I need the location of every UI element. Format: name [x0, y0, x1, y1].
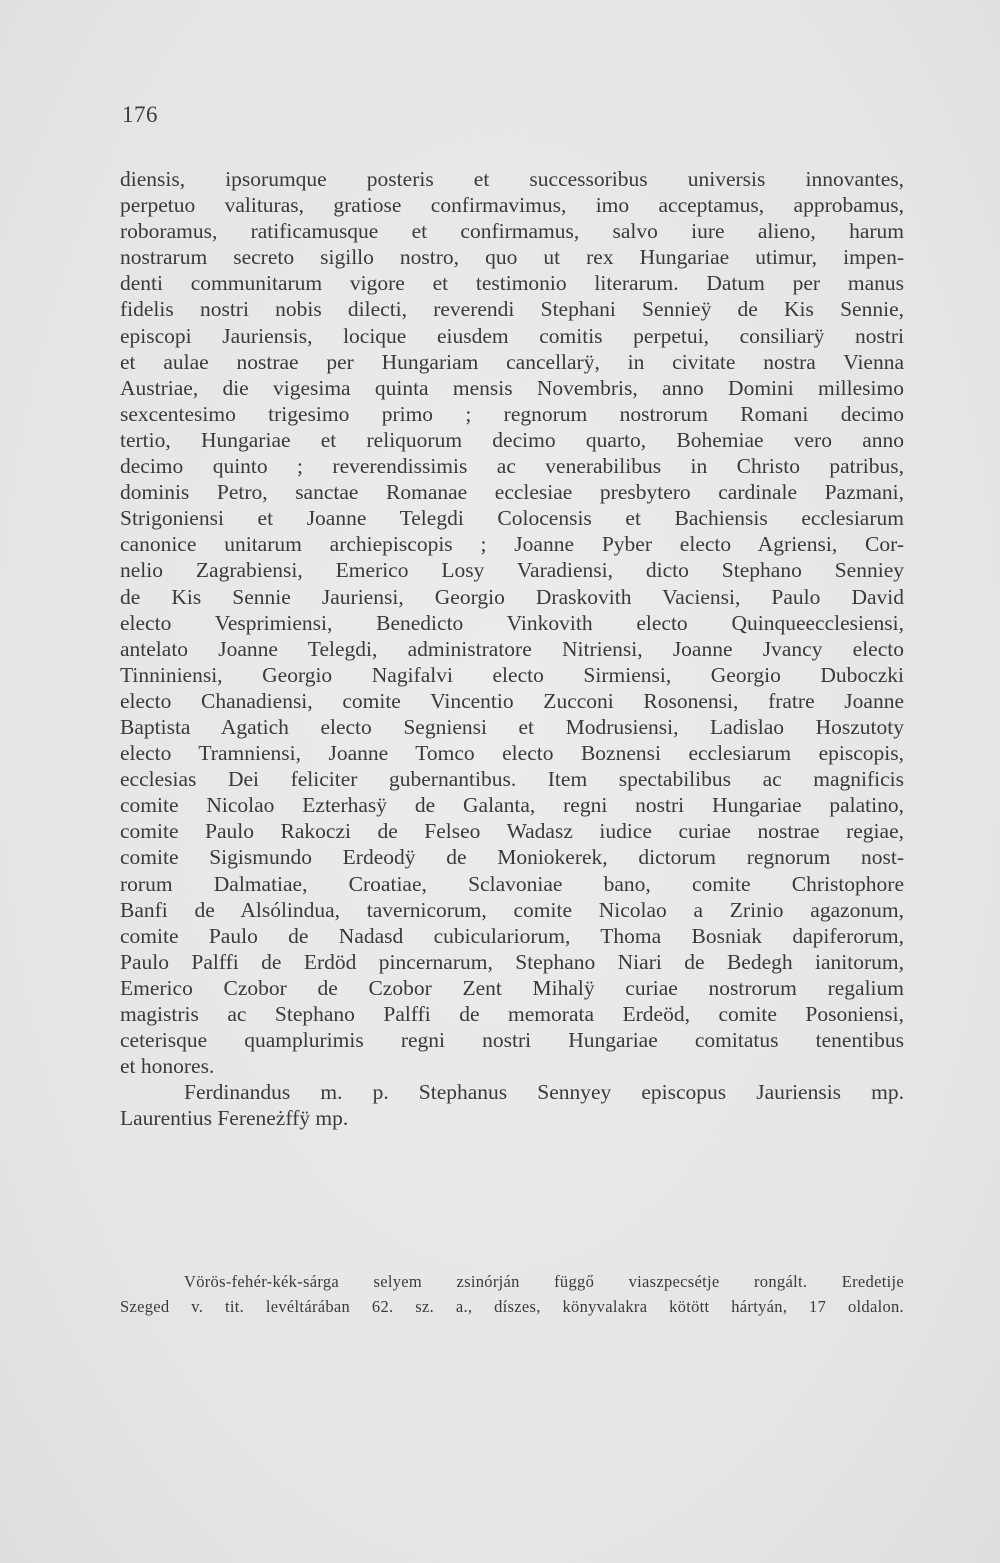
body-line: comite Paulo Rakoczi de Felseo Wadasz iudice curiae nostrae regiae,	[120, 819, 904, 844]
body-line: canonice unitarum archiepiscopis ; Joanne Pyber electo Agriensi, Cor-	[120, 532, 904, 557]
body-line: decimo quinto ; reverendissimis ac venerabilibus in Christo patribus,	[120, 454, 904, 479]
body-line: diensis, ipsorumque posteris et successoribus universis innovantes,	[120, 167, 904, 191]
body-line: episcopi Jauriensis, locique eiusdem comitis perpetui, consiliarÿ nostri	[120, 323, 904, 348]
body-line: ecclesias Dei feliciter gubernantibus. Item spectabilibus ac magnificis	[120, 767, 904, 792]
body-line: rorum Dalmatiae, Croatiae, Sclavoniae bano, comite Christophore	[120, 871, 904, 896]
body-line: tertio, Hungariae et reliquorum decimo quarto, Bohemiae vero anno	[120, 427, 904, 452]
body-line: denti communitarum vigore et testimonio literarum. Datum per manus	[120, 271, 904, 296]
archival-note	[120, 1270, 904, 1319]
body-line: nelio Zagrabiensi, Emerico Losy Varadiensi, dicto Stephano Senniey	[120, 558, 904, 583]
body-line: Paulo Palffi de Erdöd pincernarum, Stephano Niari de Bedegh ianitorum,	[120, 949, 904, 974]
body-line: de Kis Sennie Jauriensi, Georgio Draskovith Vaciensi, Paulo David	[120, 584, 904, 609]
body-line: sexcentesimo trigesimo primo ; regnorum nostrorum Romani decimo	[120, 401, 904, 426]
body-line: Banfi de Alsólindua, tavernicorum, comite Nicolao a Zrinio agazonum,	[120, 897, 904, 922]
body-line: comite Nicolao Ezterhasÿ de Galanta, regni nostri Hungariae palatino,	[120, 793, 904, 818]
body-line: comite Paulo de Nadasd cubiculariorum, Thoma Bosniak dapiferorum,	[120, 923, 904, 948]
body-line: comite Sigismundo Erdeodÿ de Moniokerek, dictorum regnorum nost-	[120, 845, 904, 870]
page-number: 176	[122, 102, 158, 127]
body-line: ceterisque quamplurimis regni nostri Hungariae comitatus tenentibus	[120, 1028, 904, 1053]
body-line: roboramus, ratificamusque et confirmamus, salvo iure alieno, harum	[120, 219, 904, 244]
body-line: nostrarum secreto sigillo nostro, quo ut rex Hungariae utimur, impen-	[120, 245, 904, 270]
body-line: dominis Petro, sanctae Romanae ecclesiae presbytero cardinale Pazmani,	[120, 480, 904, 505]
note-line: Vörös-fehér-kék-sárga selyem zsinórján függő viaszpecsétje rongált. Eredetije	[184, 1272, 904, 1291]
body-line: fidelis nostri nobis dilecti, reverendi Stephani Sennieÿ de Kis Sennie,	[120, 297, 904, 322]
body-line: antelato Joanne Telegdi, administratore Nitriensi, Joanne Jvancy electo	[120, 636, 904, 661]
signature-line: Ferdinandus m. p. Stephanus Sennyey episcopus Jauriensis mp.	[184, 1080, 904, 1105]
body-line: Austriae, die vigesima quinta mensis Novembris, anno Domini millesimo	[120, 375, 904, 400]
body-line: Emerico Czobor de Czobor Zent Mihalÿ curiae nostrorum regalium	[120, 975, 904, 1000]
body-text	[120, 166, 904, 1131]
body-line: electo Chanadiensi, comite Vincentio Zucconi Rosonensi, fratre Joanne	[120, 688, 904, 713]
body-line: Tinniniensi, Georgio Nagifalvi electo Sirmiensi, Georgio Duboczki	[120, 662, 904, 687]
body-line: electo Vesprimiensi, Benedicto Vinkovith electo Quinqueecclesiensi,	[120, 610, 904, 635]
body-line: Baptista Agatich electo Segniensi et Modrusiensi, Ladislao Hoszutoty	[120, 714, 904, 739]
body-line: et honores.	[120, 1054, 215, 1079]
note-line: Szeged v. tit. levéltárában 62. sz. a., díszes, könyvalakra kötött hártyán, 17 oldalon.	[120, 1296, 904, 1316]
body-line: perpetuo valituras, gratiose confirmavimus, imo acceptamus, approbamus,	[120, 193, 904, 218]
body-line: Strigoniensi et Joanne Telegdi Colocensis et Bachiensis ecclesiarum	[120, 506, 904, 531]
body-line: electo Tramniensi, Joanne Tomco electo Boznensi ecclesiarum episcopis,	[120, 741, 904, 766]
body-line: et aulae nostrae per Hungariam cancellarÿ, in civitate nostra Vienna	[120, 349, 904, 374]
body-line: magistris ac Stephano Palffi de memorata Erdeöd, comite Posoniensi,	[120, 1002, 904, 1026]
signature-line: Laurentius Fereneżffÿ mp.	[120, 1106, 349, 1131]
